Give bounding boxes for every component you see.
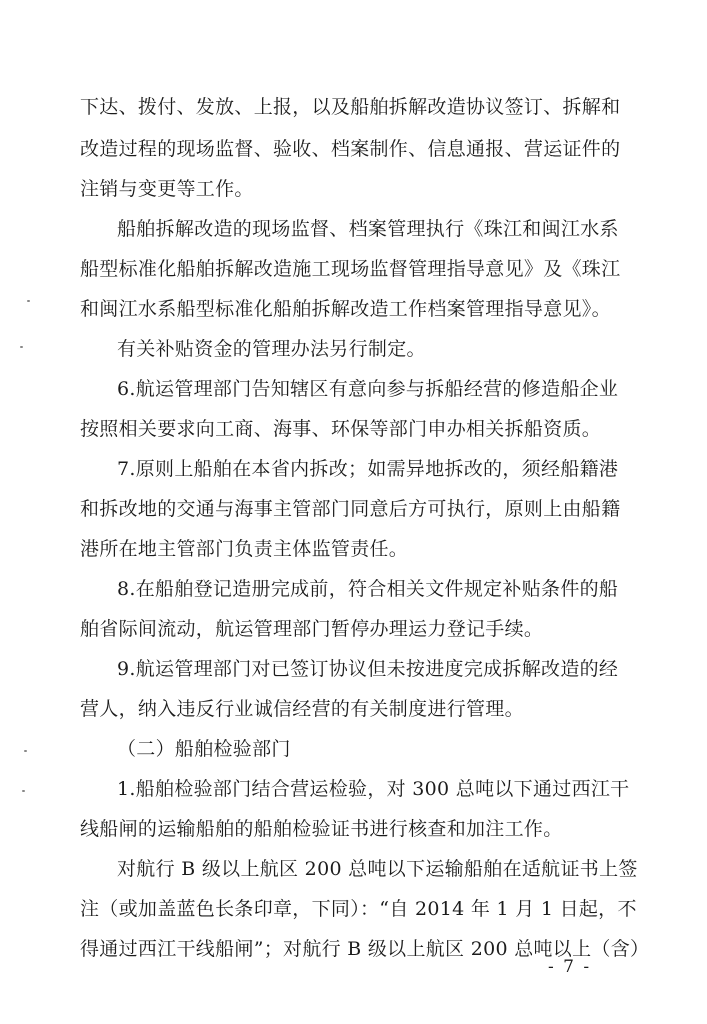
numbered-item-7: 7.原则上船舶在本省内拆改；如需异地拆改的，须经船籍港: [117, 458, 619, 480]
body-text-line: 下达、拨付、发放、上报，以及船舶拆解改造协议签订、拆解和: [80, 96, 621, 118]
numbered-item-9: 9.航运管理部门对已签订协议但未按进度完成拆解改造的经: [117, 658, 619, 680]
body-text-line: 舶省际间流动，航运管理部门暂停办理运力登记手续。: [80, 618, 544, 640]
scan-speck: [27, 300, 30, 302]
body-text-line: 船型标准化船舶拆解改造施工现场监督管理指导意见》及《珠江: [80, 258, 621, 280]
paragraph-first-line: 对航行 B 级以上航区 200 总吨以下运输船舶在适航证书上签: [117, 858, 638, 880]
body-text-line: 和闽江水系船型标准化船舶拆解改造工作档案管理指导意见》。: [80, 298, 611, 320]
body-text-line: 注销与变更等工作。: [80, 178, 254, 200]
body-text-line: 营人，纳入违反行业诚信经营的有关制度进行管理。: [80, 698, 524, 720]
body-text-line: 线船闸的运输船舶的船舶检验证书进行核查和加注工作。: [80, 818, 563, 840]
scan-speck: [22, 790, 25, 792]
paragraph-first-line: 船舶拆解改造的现场监督、档案管理执行《珠江和闽江水系: [117, 218, 619, 240]
body-text-line: 港所在地主管部门负责主体监管责任。: [80, 538, 409, 560]
body-text-line: 注（或加盖蓝色长条印章，下同）：“自 2014 年 1 月 1 日起，不: [80, 898, 637, 920]
body-text-line: 改造过程的现场监督、验收、档案制作、信息通报、营运证件的: [80, 138, 621, 160]
page-number: - 7 -: [548, 957, 592, 977]
numbered-item-8: 8.在船舶登记造册完成前，符合相关文件规定补贴条件的船: [117, 578, 619, 600]
paragraph-first-line: 有关补贴资金的管理办法另行制定。: [117, 338, 426, 360]
body-text-line: 得通过西江干线船闸”；对航行 B 级以上航区 200 总吨以上（含）: [80, 938, 650, 960]
numbered-item-6: 6.航运管理部门告知辖区有意向参与拆船经营的修造船企业: [117, 378, 619, 400]
numbered-item-1: 1.船舶检验部门结合营运检验，对 300 总吨以下通过西江干: [117, 778, 630, 800]
scan-speck: [20, 346, 23, 348]
body-text-line: 和拆改地的交通与海事主管部门同意后方可执行，原则上由船籍: [80, 498, 621, 520]
scan-speck: [24, 750, 27, 752]
body-text-line: 按照相关要求向工商、海事、环保等部门申办相关拆船资质。: [80, 418, 602, 440]
section-heading: （二）船舶检验部门: [117, 738, 291, 760]
